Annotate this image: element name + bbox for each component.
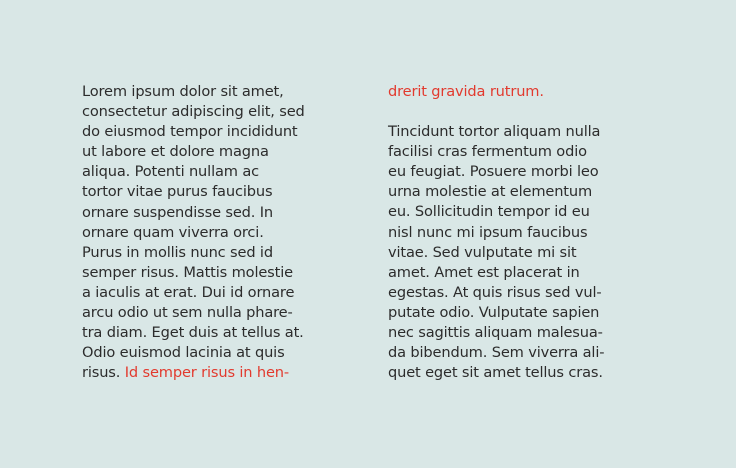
text-line: ut labore et dolore magna: [82, 143, 269, 161]
text-line: Tincidunt tortor aliquam nulla: [388, 123, 601, 141]
text-line: tra diam. Eget duis at tellus at.: [82, 324, 304, 342]
highlighted-text: Id semper risus in hen-: [124, 364, 290, 382]
left-text-column: [82, 82, 332, 383]
right-text-column: [388, 82, 638, 383]
highlighted-text: drerit gravida rutrum.: [388, 83, 544, 100]
text-line: Purus in mollis nunc sed id: [82, 243, 273, 261]
text-line: facilisi cras fermentum odio: [388, 143, 587, 161]
text-line: aliqua. Potenti nullam ac: [82, 163, 259, 181]
text-line: Odio euismod lacinia at quis: [82, 344, 285, 362]
text-line: egestas. At quis risus sed vul-: [388, 283, 602, 301]
text-line-last: [82, 363, 332, 383]
text-line: eu feugiat. Posuere morbi leo: [388, 163, 599, 181]
text-line: putate odio. Vulputate sapien: [388, 303, 600, 321]
text-line: do eiusmod tempor incididunt: [82, 123, 298, 141]
text-line: tortor vitae purus faucibus: [82, 183, 273, 201]
text-line: vitae. Sed vulputate mi sit: [388, 243, 577, 261]
text-line: nec sagittis aliquam malesua-: [388, 324, 603, 342]
text-segment: risus.: [82, 364, 125, 382]
text-line: eu. Sollicitudin tempor id eu: [388, 203, 590, 221]
text-line: ornare quam viverra orci.: [82, 223, 264, 241]
text-line: amet. Amet est placerat in: [388, 263, 580, 281]
text-line: quet eget sit amet tellus cras.: [388, 364, 603, 382]
text-line: nisl nunc mi ipsum faucibus: [388, 223, 588, 241]
text-line: Lorem ipsum dolor sit amet,: [82, 83, 284, 100]
text-line: arcu odio ut sem nulla phare-: [82, 304, 293, 322]
text-line: urna molestie at elementum: [388, 183, 593, 201]
text-line: ornare suspendisse sed. In: [82, 203, 274, 221]
text-line: a iaculis at erat. Dui id ornare: [82, 283, 295, 301]
text-line: consectetur adipiscing elit, sed: [82, 103, 305, 121]
text-line: semper risus. Mattis molestie: [82, 263, 293, 281]
text-line: da bibendum. Sem viverra ali-: [388, 344, 605, 362]
paragraph-gap: [388, 102, 638, 122]
